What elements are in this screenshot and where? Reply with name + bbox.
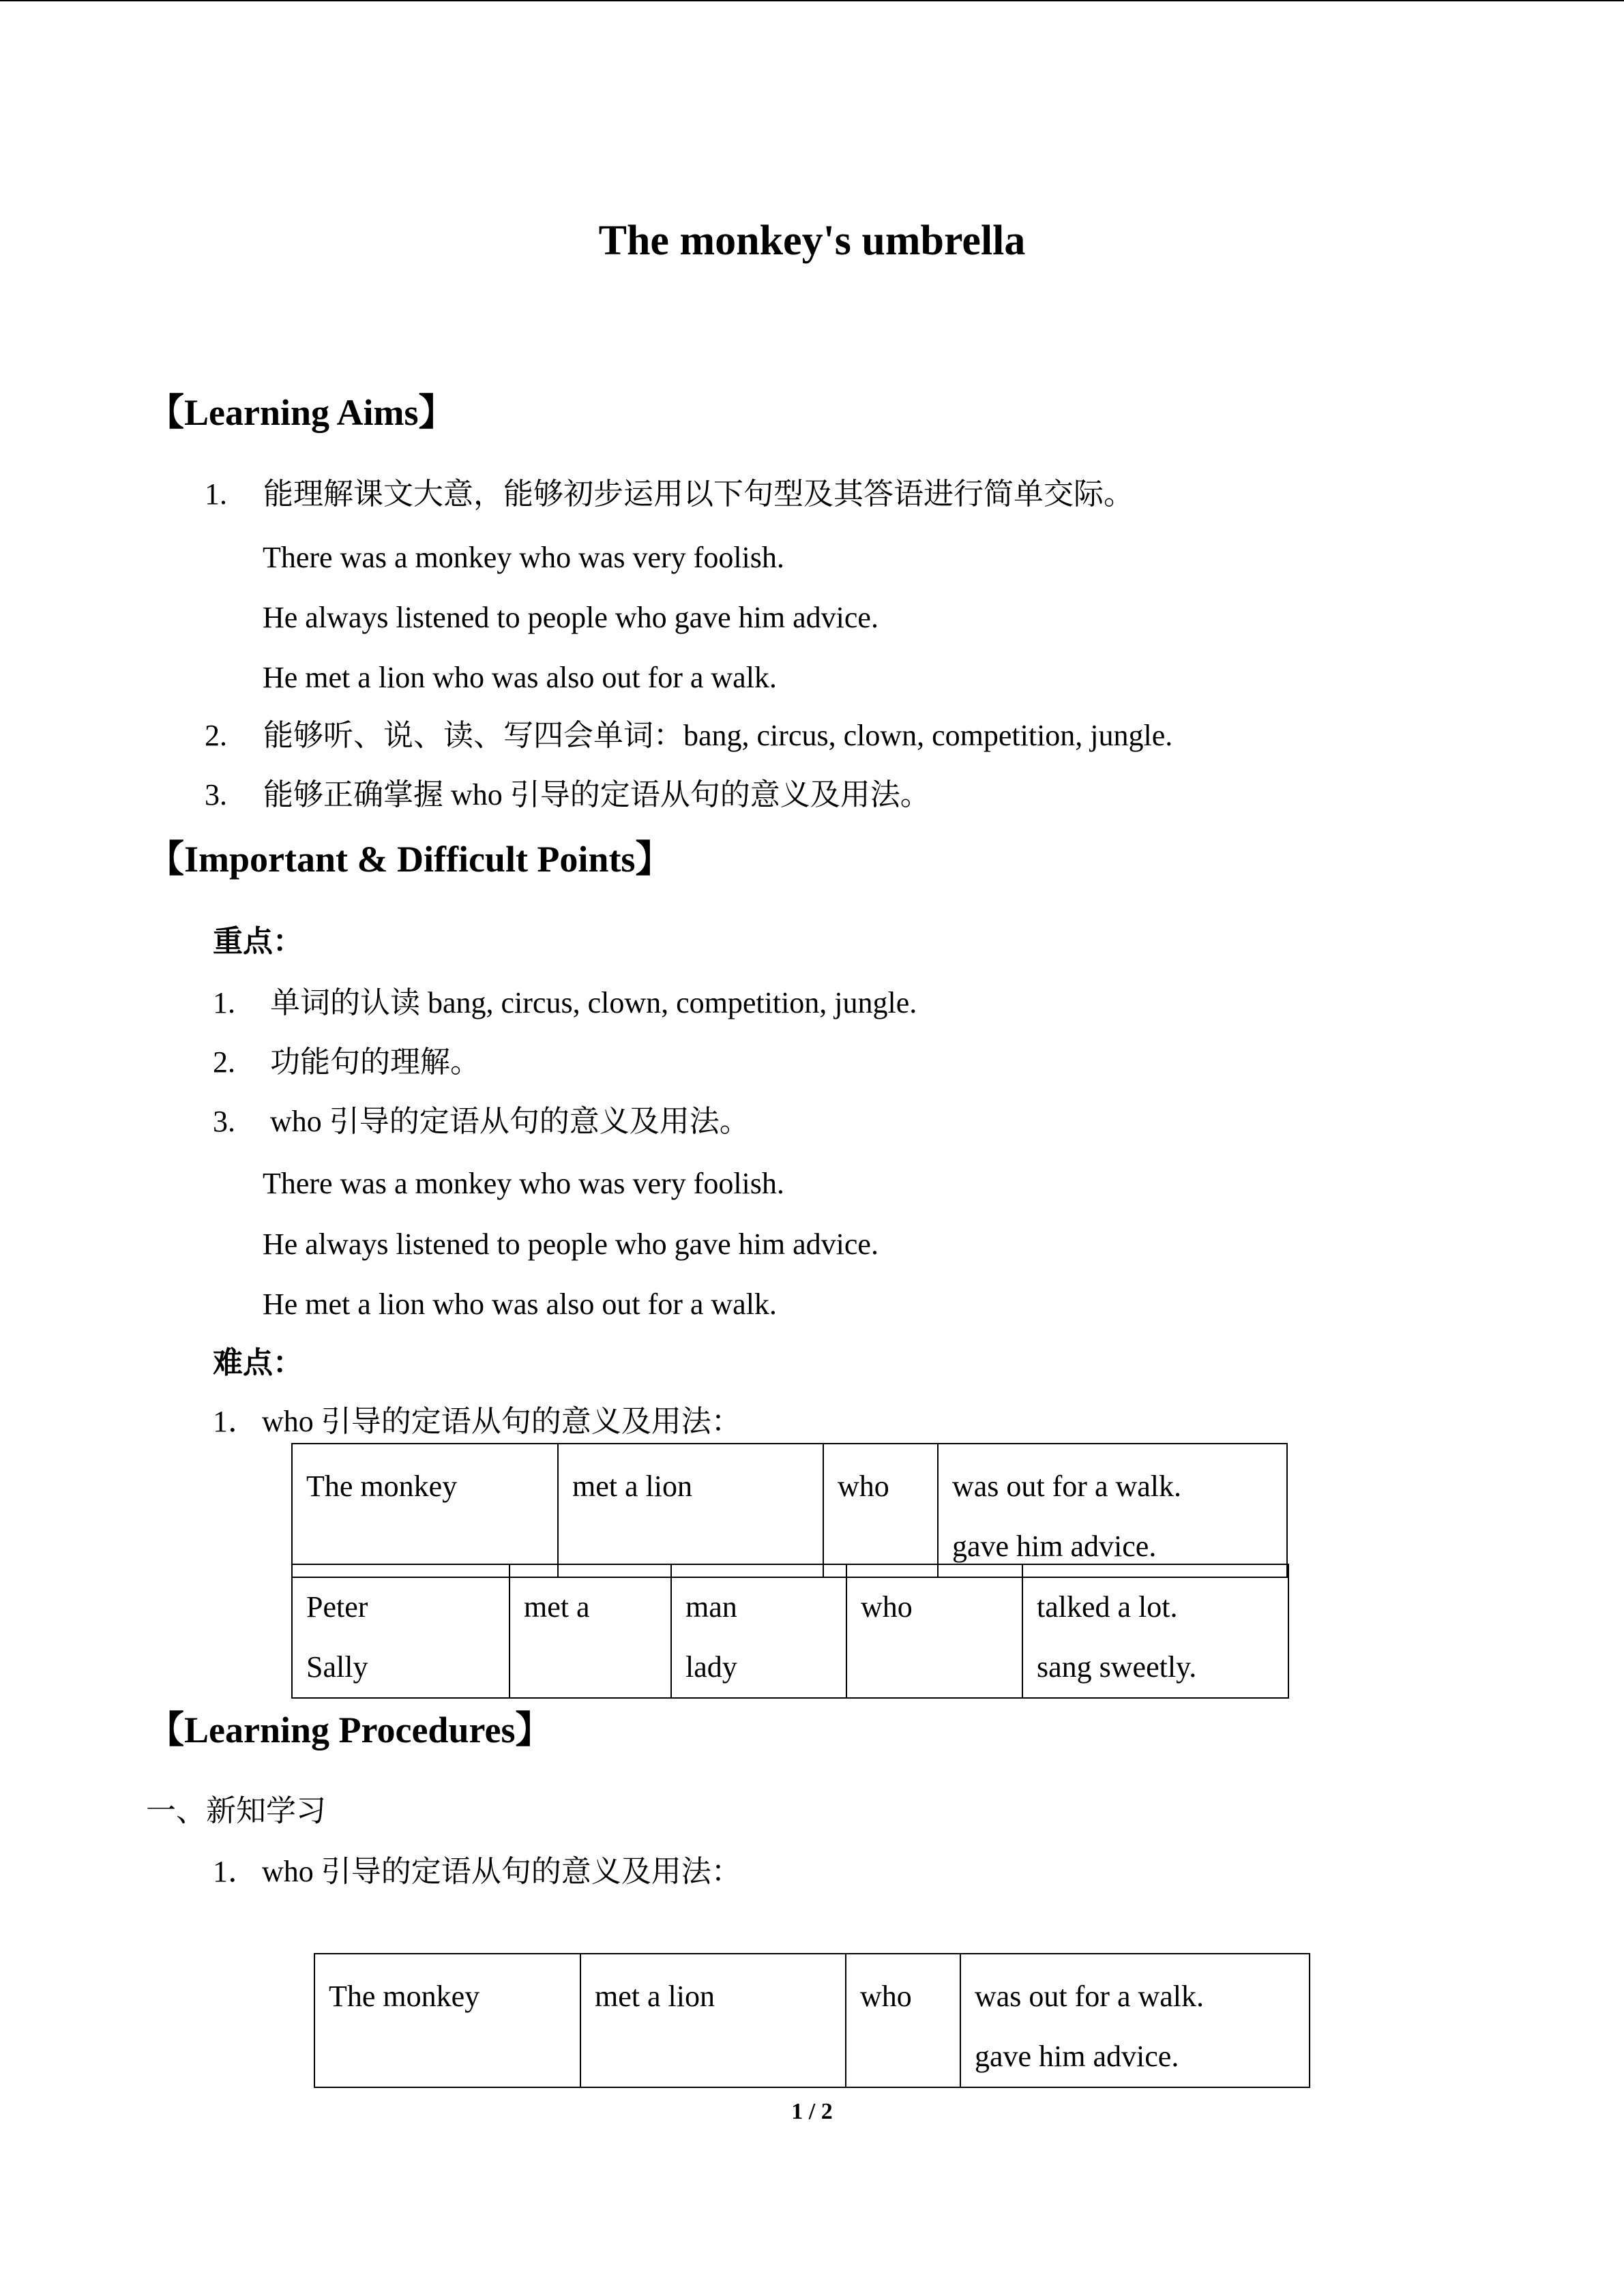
table-cell-relative: who	[846, 1564, 1022, 1698]
subject-line-2: Sally	[306, 1650, 368, 1684]
table-cell-clause	[938, 1444, 1287, 1577]
table-row	[292, 1444, 1287, 1577]
list-number: 1.	[213, 986, 235, 1019]
difficult-text: who 引导的定语从句的意义及用法：	[262, 1405, 741, 1438]
clause-table-3	[314, 1953, 1310, 2088]
table-cell-subject: The monkey	[292, 1444, 558, 1577]
object-line-2: lady	[685, 1650, 737, 1684]
difficult-points-label: 难点：	[213, 1346, 303, 1380]
table-row	[292, 1564, 1288, 1698]
clause-line-2: sang sweetly.	[1037, 1650, 1197, 1684]
clause-line-2: gave him advice.	[975, 2040, 1179, 2073]
aim-text: 能够听、说、读、写四会单词：bang, circus, clown, competition, jungle.	[263, 719, 1173, 752]
clause-line-1: talked a lot.	[1037, 1590, 1178, 1624]
aim-sentence-1: There was a monkey who was very foolish.	[263, 541, 784, 574]
table-cell-clause	[960, 1954, 1310, 2087]
table-cell-object	[671, 1564, 846, 1698]
table-cell-verb: met a	[510, 1564, 671, 1698]
key-sentence-3: He met a lion who was also out for a walk.	[263, 1287, 777, 1321]
page-number: 1 / 2	[791, 2099, 833, 2124]
list-number: 3.	[213, 1105, 235, 1138]
key-item-1	[213, 981, 917, 1026]
key-sentence-1: There was a monkey who was very foolish.	[263, 1167, 784, 1200]
list-number: 1．	[213, 1405, 258, 1438]
key-text: 功能句的理解。	[270, 1045, 480, 1079]
subject-line-1: Peter	[306, 1590, 368, 1624]
list-number: 1．	[213, 1855, 258, 1888]
table-cell-subject	[292, 1564, 510, 1698]
key-text: 单词的认读 bang, circus, clown, competition, jungle.	[270, 986, 917, 1019]
list-number: 3.	[205, 778, 227, 811]
aim-text: 能理解课文大意，能够初步运用以下句型及其答语进行简单交际。	[263, 477, 1134, 511]
aim-sentence-3: He met a lion who was also out for a walk.	[263, 661, 777, 694]
key-sentence-2: He always listened to people who gave him advice.	[263, 1227, 879, 1261]
aim-item-3	[205, 773, 930, 818]
table-cell-subject: The monkey	[314, 1954, 580, 2087]
list-number: 2.	[213, 1045, 235, 1079]
key-text: who 引导的定语从句的意义及用法。	[270, 1105, 750, 1138]
aim-item-2	[205, 713, 1172, 758]
table-cell-relative: who	[846, 1954, 960, 2087]
table-row	[314, 1954, 1310, 2087]
aim-text: 能够正确掌握 who 引导的定语从句的意义及用法。	[263, 778, 930, 811]
list-number: 1.	[205, 477, 227, 511]
table-cell-clause	[1022, 1564, 1288, 1698]
section-heading-important-points: 【Important & Difficult Points】	[147, 839, 673, 880]
page-title: The monkey's umbrella	[598, 218, 1026, 264]
section-heading-learning-aims: 【Learning Aims】	[147, 392, 456, 433]
object-line-1: man	[685, 1590, 737, 1624]
clause-table-1	[291, 1443, 1288, 1578]
procedure-part-label: 一、新知学习	[146, 1794, 326, 1828]
table-cell-verb: met a lion	[580, 1954, 846, 2087]
section-heading-learning-procedures: 【Learning Procedures】	[147, 1710, 552, 1750]
clause-line-1: was out for a walk.	[952, 1470, 1182, 1503]
difficult-item-1	[213, 1399, 741, 1444]
key-item-2	[213, 1040, 480, 1085]
clause-line-1: was out for a walk.	[975, 1980, 1205, 2013]
procedure-text: who 引导的定语从句的意义及用法：	[262, 1855, 741, 1888]
aim-sentence-2: He always listened to people who gave him advice.	[263, 601, 879, 634]
top-border	[0, 0, 1624, 1]
table-cell-relative: who	[823, 1444, 938, 1577]
key-item-3	[213, 1099, 750, 1144]
aim-item-1	[205, 472, 1134, 517]
clause-table-2	[291, 1564, 1289, 1699]
list-number: 2.	[205, 719, 227, 752]
clause-line-2: gave him advice.	[952, 1530, 1157, 1563]
table-cell-verb: met a lion	[558, 1444, 823, 1577]
key-points-label: 重点：	[213, 925, 303, 958]
procedure-item-1	[213, 1849, 741, 1894]
